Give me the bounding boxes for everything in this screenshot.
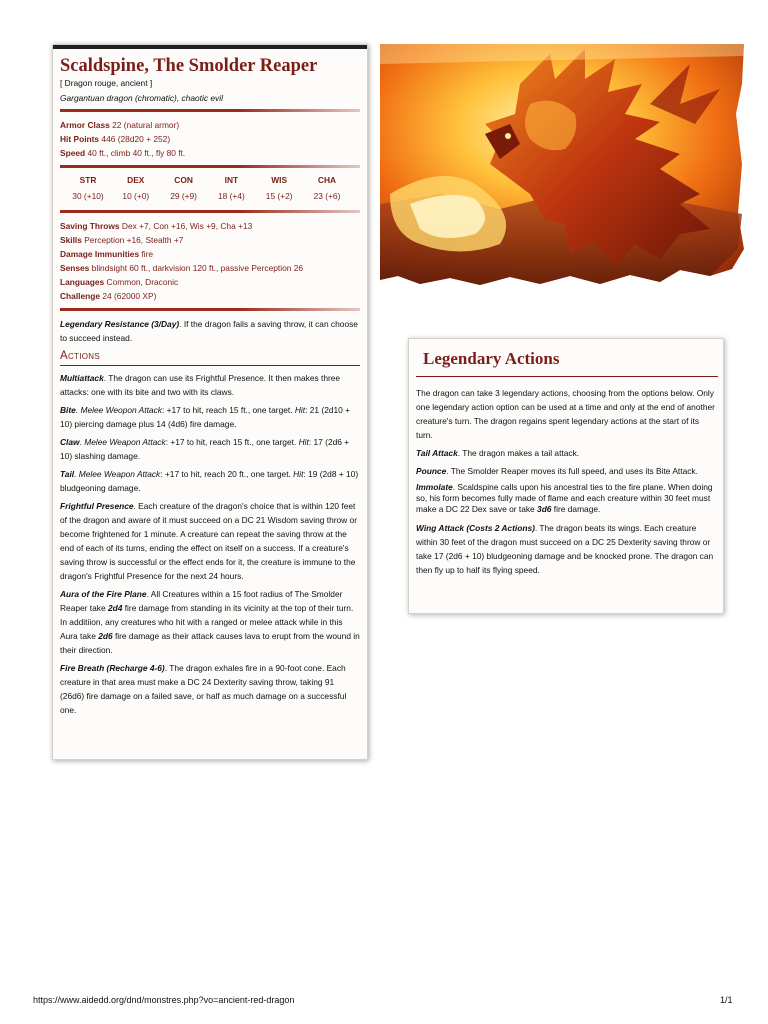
saving-throws: Saving Throws Dex +7, Con +16, Wis +9, Cha +13 (60, 221, 253, 231)
legendary-immolate: Immolate. Scaldspine calls upon his ancestral ties to the fire plane. When doing so, his form becomes fully made of flame and each creature within 30 feet must make a DC 22 Dex save or take 3d6 fire damage. (416, 482, 713, 514)
ability-dex: DEX 10 (+0) (122, 175, 150, 201)
ability-str: STR 30 (+10) (72, 175, 104, 201)
legendary-divider (416, 376, 718, 377)
legendary-actions-title: Legendary Actions (423, 349, 560, 368)
stat-block-top-bar (53, 45, 367, 49)
ability-int: INT 18 (+4) (218, 175, 245, 201)
legendary-intro: The dragon can take 3 legendary actions, choosing from the options below. Only one legendary action option can be used at a time and only at the end of another creature's turn. The dragon regains spent legendary actions at the start of its turn. (416, 388, 715, 440)
ability-wis: WIS 15 (+2) (265, 175, 293, 201)
divider (60, 165, 360, 168)
footer-page-number: 1/1 (720, 995, 733, 1005)
legendary-wing-attack: Wing Attack (Costs 2 Actions). The dragon beats its wings. Each creature within 30 feet of the dragon must succeed on a DC 25 Dexterity saving throw or take 17 (2d6 + 10) bludgeoning damage and be knocked prone. The dragon can then fly up to half its flying speed. (416, 523, 714, 575)
actions-divider (60, 365, 360, 366)
footer-url[interactable]: https://www.aidedd.org/dnd/monstres.php?vo=ancient-red-dragon (33, 995, 295, 1005)
monster-alias: [ Dragon rouge, ancient ] (60, 78, 153, 88)
skills: Skills Perception +16, Stealth +7 (60, 235, 184, 245)
languages: Languages Common, Draconic (60, 277, 179, 287)
action-bite: Bite. Melee Weopon Attack: +17 to hit, reach 15 ft., one target. Hit: 21 (2d10 + 10) piercing damage plus 14 (4d6) fire damage. (60, 405, 351, 429)
actions-heading: Actions (60, 350, 100, 362)
hit-points: Hit Points 446 (28d20 + 252) (60, 134, 171, 144)
monster-type: Gargantuan dragon (chromatic), chaotic evil (60, 93, 223, 103)
monster-name: Scaldspine, The Smolder Reaper (60, 56, 318, 76)
legendary-pounce: Pounce. The Smolder Reaper moves its full speed, and uses its Bite Attack. (416, 466, 698, 476)
dragon-artwork (380, 44, 744, 290)
action-multiattack: Multiattack. The dragon can use its Frightful Presence. It then makes three attacks: one with its bite and two with its claws. (60, 373, 341, 397)
action-tail: Tail. Melee Weapon Attack: +17 to hit, reach 20 ft., one target. Hit: 19 (2d8 + 10) bludgeoning damage. (60, 469, 359, 493)
ability-con: CON 29 (+9) (170, 175, 197, 201)
damage-immunities: Damage Immunities fire (60, 249, 154, 259)
divider (60, 109, 360, 112)
legendary-tail-attack: Tail Attack. The dragon makes a tail attack. (416, 448, 580, 458)
challenge: Challenge 24 (62000 XP) (60, 291, 157, 301)
armor-class: Armor Class 22 (natural armor) (60, 120, 180, 130)
divider (60, 210, 360, 213)
legendary-resistance: Legendary Resistance (3/Day). If the dragon fails a saving throw, it can choose to succeed instead. (60, 319, 358, 343)
ability-scores (60, 174, 360, 205)
action-aura-fire-plane: Aura of the Fire Plane. All Creatures within a 15 foot radius of The Smolder Reaper take 2d4 fire damage from standing in its vicinity at the top of their turn. In additiion, any creatures who hit with a ranged or melee attack while in this Aura take 2d6 fire damage as their attack causes lava to erupt from the wound in their direction. (60, 589, 360, 655)
ability-cha: CHA 23 (+6) (313, 175, 341, 201)
senses: Senses blindsight 60 ft., darkvision 120 ft., passive Perception 26 (60, 263, 304, 273)
legendary-actions-panel (408, 338, 724, 614)
speed: Speed 40 ft., climb 40 ft., fly 80 ft. (60, 148, 186, 158)
action-claw: Claw. Melee Weapon Attack: +17 to hit, reach 15 ft., one target. Hit: 17 (2d6 + 10) slashing damage. (60, 437, 350, 461)
action-frightful-presence: Frightful Presence. Each creature of the dragon's choice that is within 120 feet of the dragon and aware of it must succeed on a DC 21 Wisdom saving throw or become frightened for 1 minute. A creature can repeat the saving throw at the end of each of its turns, ending the effect on itself on a success. If a creature's saving throw is successful or the effect ends for it, the creature is immune to the dragon's Frightful Presence for the next 24 hours. (60, 501, 357, 581)
divider (60, 308, 360, 311)
dragon-illustration (380, 44, 744, 290)
action-fire-breath: Fire Breath (Recharge 4-6). The dragon exhales fire in a 90-foot cone. Each creature in that area must make a DC 24 Dexterity saving throw, taking 91 (26d6) fire damage on a failed save, or half as much damage on a successful one. (60, 663, 347, 715)
stat-block (52, 44, 368, 760)
